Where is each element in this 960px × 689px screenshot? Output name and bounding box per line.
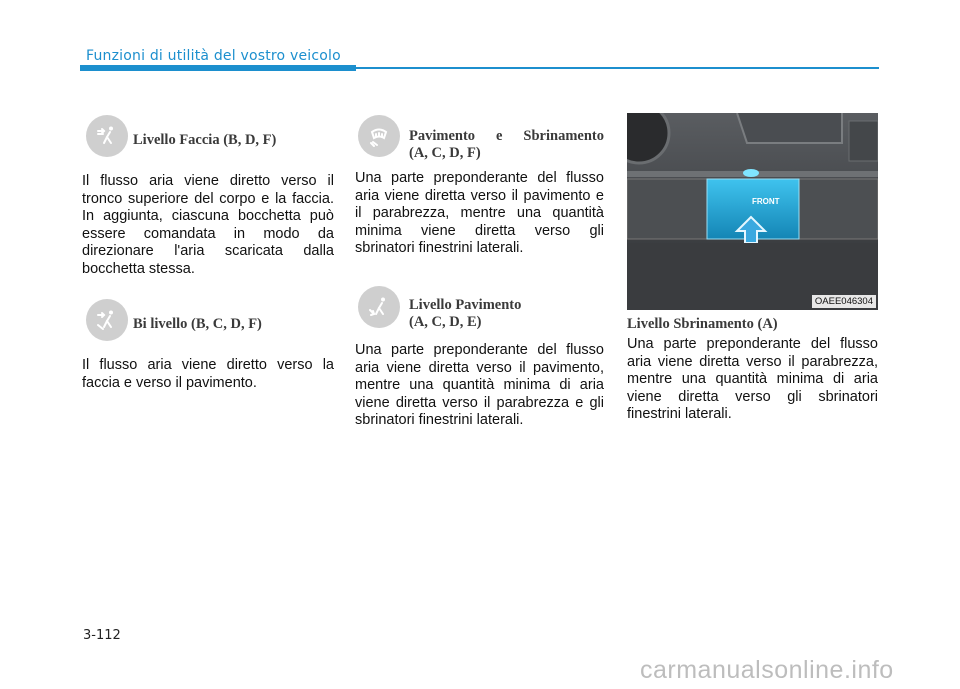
floor-vent-icon <box>358 286 400 328</box>
body-livello-pavimento: Una parte preponderante del flusso aria viene diretta verso il pavimento, mentre una quantità minima di aria viene diretta verso il parabrezza e gli sbrinatori finestrini laterali. <box>355 342 604 428</box>
control-panel-photo <box>627 113 878 310</box>
heading-line-2: (A, C, D, F) <box>409 145 481 161</box>
body-bi-livello: Il flusso aria viene diretto verso la faccia e verso il pavimento. <box>82 357 334 391</box>
watermark: carmanualsonline.info <box>640 656 894 684</box>
heading-livello-pavimento <box>409 297 521 331</box>
heading-line-1: Livello Pavimento <box>409 297 522 313</box>
photo-illustration <box>627 113 878 310</box>
header-rule-thin <box>356 67 879 69</box>
section-title: Funzioni di utilità del vostro veicolo <box>86 48 341 64</box>
photo-caption: OAEE046304 <box>812 295 876 308</box>
face-vent-icon <box>86 115 128 157</box>
heading-livello-sbrinamento: Livello Sbrinamento (A) <box>627 316 778 332</box>
header-rule-thick <box>80 65 356 71</box>
body-pavimento-sbrinamento: Una parte preponderante del flusso aria viene diretta verso il pavimento e il parabrezza, mentre una quantità minima viene diretta verso gli sbrinatori finestrini laterali. <box>355 170 604 256</box>
heading-pavimento-sbrinamento <box>409 128 604 162</box>
floor-defrost-icon <box>358 115 400 157</box>
body-livello-faccia: Il flusso aria viene diretto verso il tronco superiore del corpo e la faccia. In aggiunta, ciascuna bocchetta può essere comandata in modo da direzionare l'aria scaricata dalla bocchetta stessa. <box>82 173 334 277</box>
photo-button-label: FRONT <box>752 197 780 206</box>
heading-line-2: (A, C, D, E) <box>409 314 482 330</box>
bilevel-vent-icon <box>86 299 128 341</box>
body-livello-sbrinamento: Una parte preponderante del flusso aria viene diretta verso il parabrezza, mentre una quantità minima di aria viene diretta verso gli sbrinatori finestrini laterali. <box>627 336 878 422</box>
heading-livello-faccia: Livello Faccia (B, D, F) <box>133 132 277 148</box>
page-number: 3-112 <box>83 628 121 643</box>
heading-bi-livello: Bi livello (B, C, D, F) <box>133 316 262 332</box>
heading-line-1: Pavimento e Sbrinamento <box>409 128 604 144</box>
